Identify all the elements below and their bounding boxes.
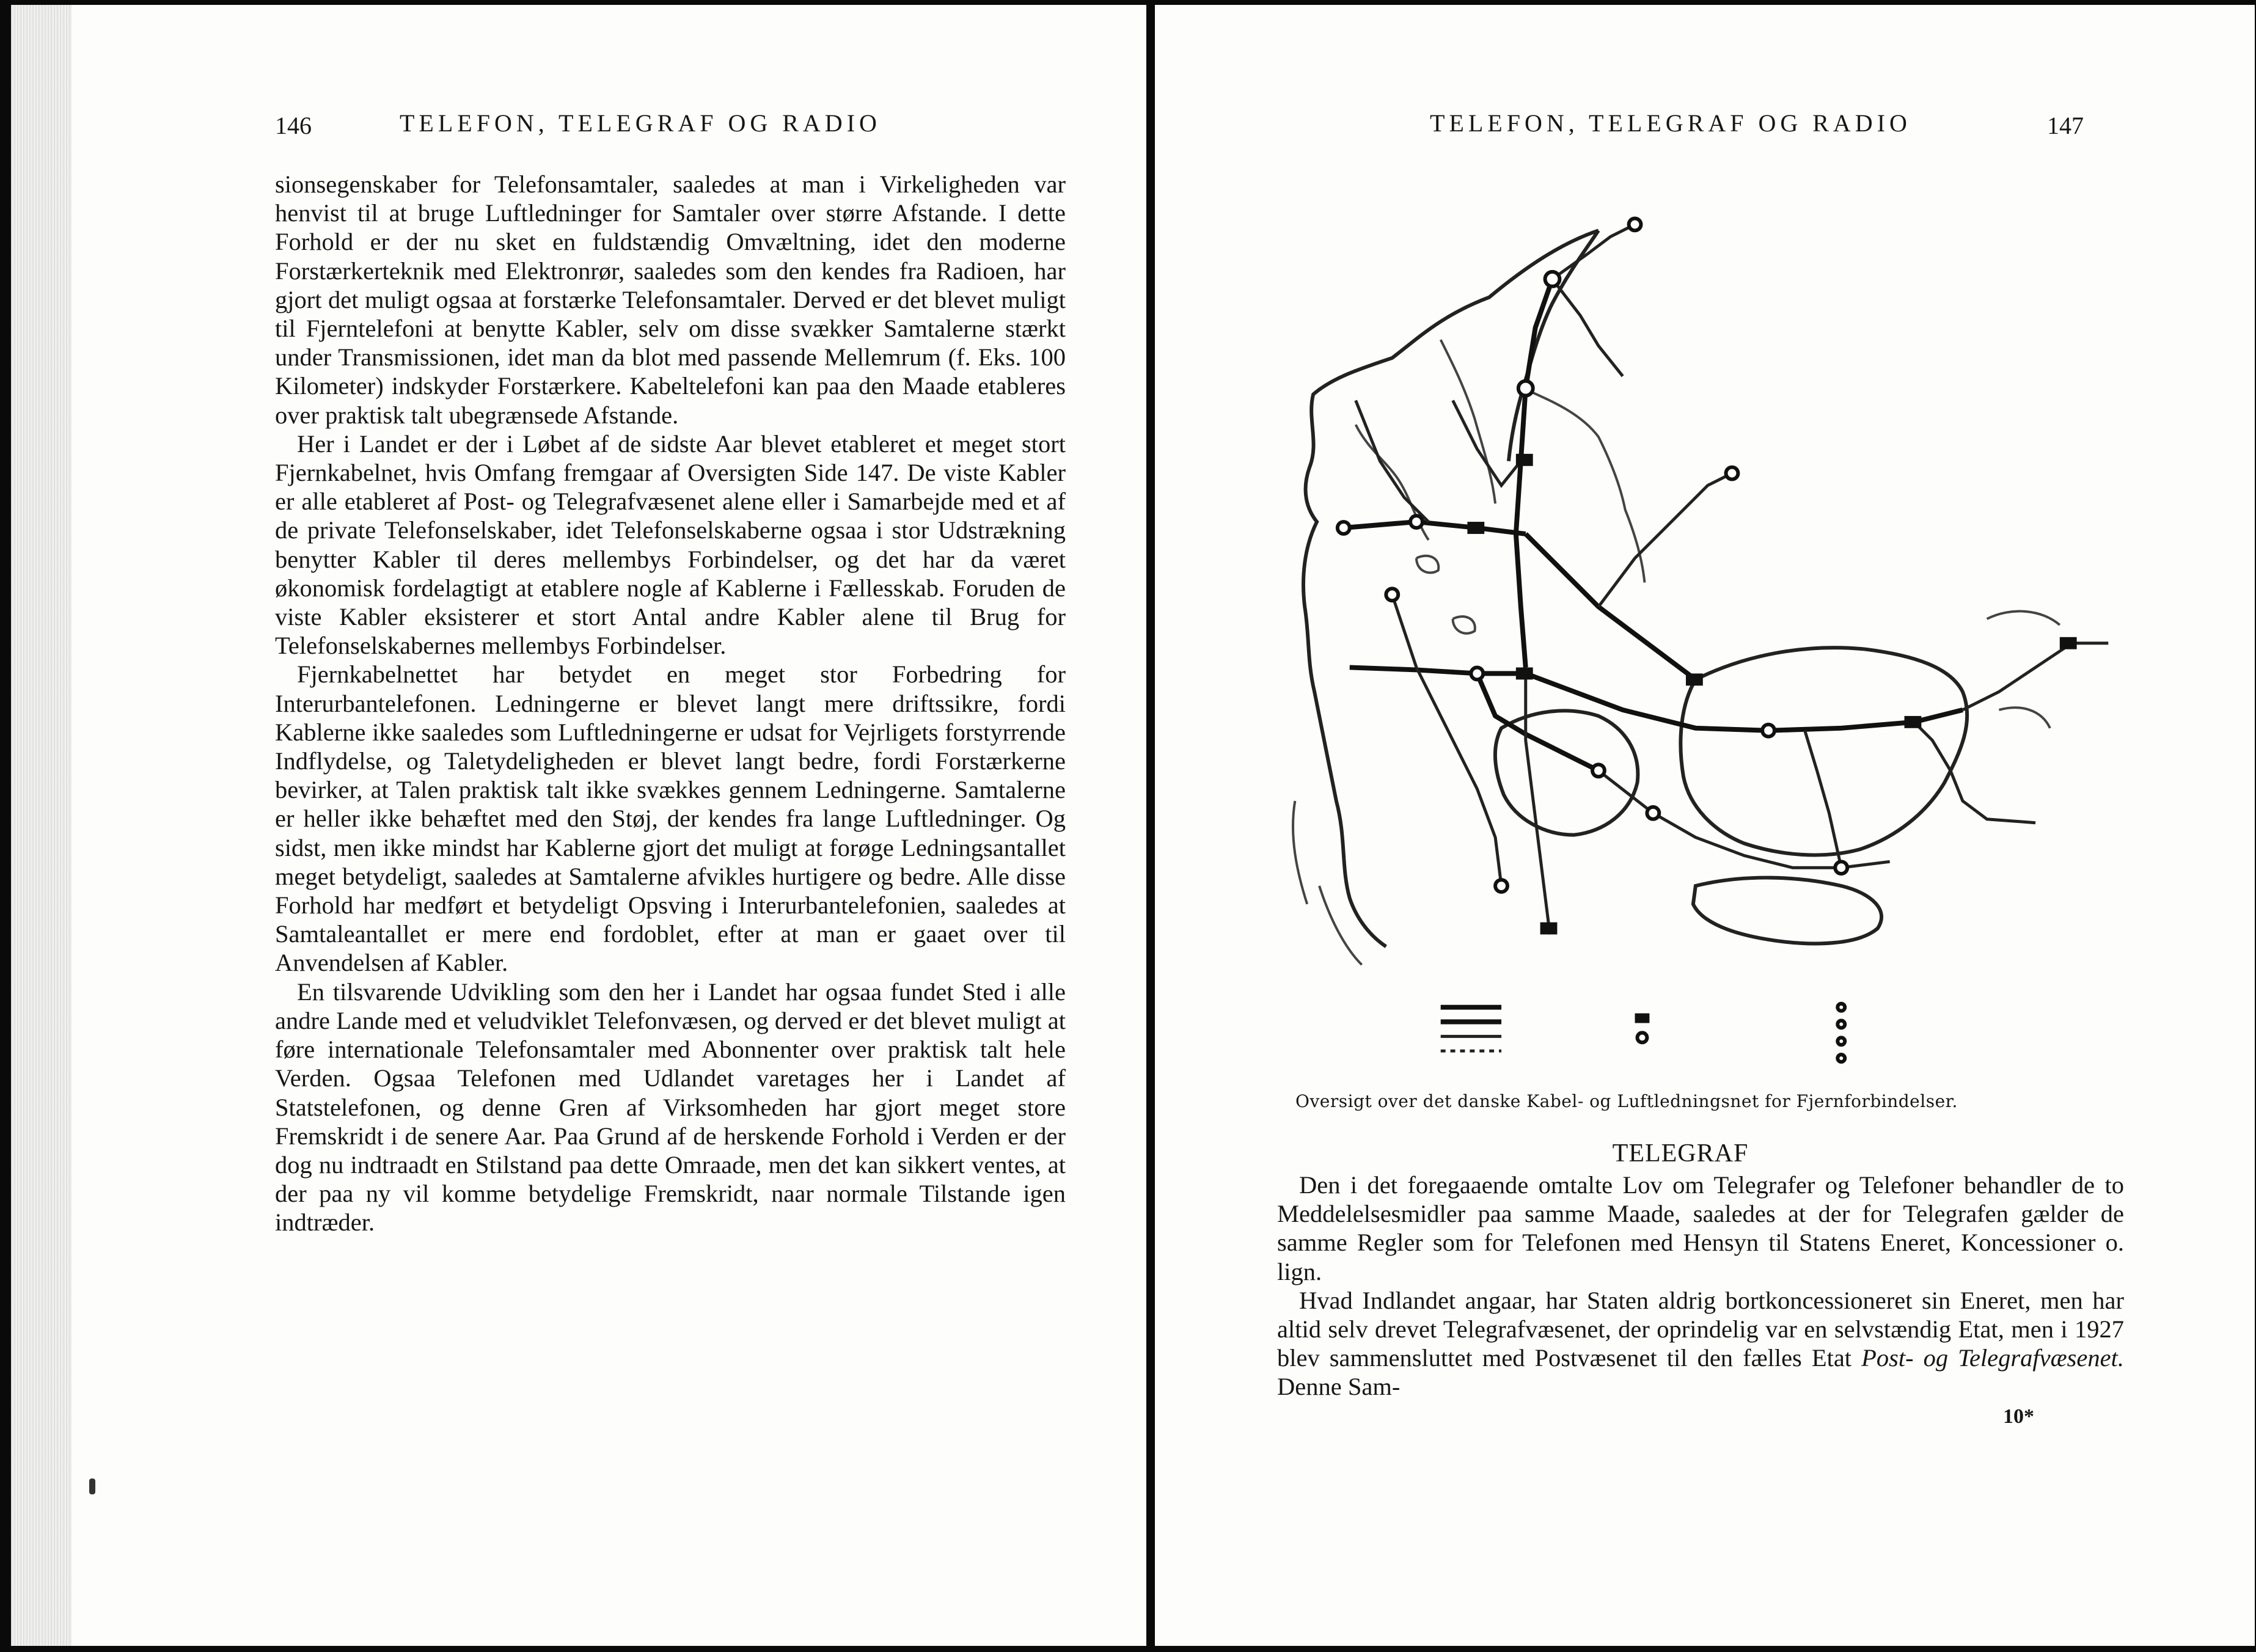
paragraph: Den i det foregaaende omtalte Lov om Telegrafer og Telefoner behandler de to Meddelelsesmidler paa samme Maade, saaledes at der for Telegrafen gælder de samme Regler som for Telefonen med Hensyn til Statens Eneret, Koncessioner o. lign. <box>1277 1171 2124 1285</box>
paragraph-with-italic <box>1277 1286 2124 1402</box>
section-title: TELEGRAF <box>1612 1139 1749 1168</box>
text-run: Hvad Indlandet angaar, har Staten aldrig bortkoncessioneret sin Eneret, men har altid selv drevet Telegrafvæsenet, der oprindelig var en selvstændig Etat, men i 1927 blev sammensluttet med Postvæsenet til den fælles Etat <box>1277 1286 2124 1372</box>
page-number: 147 <box>2047 112 2084 139</box>
binding-mark <box>89 1478 95 1494</box>
cable-network-map <box>1234 158 2133 1080</box>
right-page <box>1155 5 2255 1646</box>
left-page <box>11 5 1146 1646</box>
body-text <box>1277 1171 2124 1402</box>
paragraph: Her i Landet er der i Løbet af de sidste Aar blevet etableret et meget stort Fjernkabelnet, hvis Omfang fremgaar af Oversigten Side 147. De viste Kabler er alle etableret af Post- og Telegrafvæsenet alene eller i Samarbejde med et af de private Telefonselskaber, idet Telefonselskaberne ogsaa i stor Udstrækning benytter Kabler til deres mellembys Forbindelser, og det har da været økonomisk fordelagtigt at etablere nogle af Kablerne i Fællesskab. Foruden de viste Kabler eksisterer et stort Antal andre Kabler alene til Brug for Telefonselskabernes mellembys Forbindelser. <box>275 429 1066 660</box>
text-run: Denne Sam- <box>1277 1373 1401 1401</box>
signature-mark: 10* <box>2003 1405 2034 1428</box>
paragraph: En tilsvarende Udvikling som den her i Landet har ogsaa fundet Sted i alle andre Lande med et veludviklet Telefonvæsen, og derved er det blevet muligt at føre internationale Telefonsamtaler med Abonnenter over praktisk talt hele Verden. Ogsaa Telefonen med Udlandet varetages her i Landet af Statstelefonen, og denne Gren af Virksomheden har gjort meget store Fremskridt i de senere Aar. Paa Grund af de herskende Forhold i Verden er der dog nu indtraadt en Stilstand paa dette Omraade, men det kan sikkert ventes, at der paa ny vil komme betydelige Fremskridt, naar normale Tilstande igen indtræder. <box>275 978 1066 1237</box>
map-caption: Oversigt over det danske Kabel- og Luftledningsnet for Fjernforbindelser. <box>1295 1091 1958 1111</box>
paragraph: sionsegenskaber for Telefonsamtaler, saaledes at man i Virkeligheden var henvist til at bruge Luftledninger for Samtaler over større Afstande. I dette Forhold er der nu sket en fuldstændig Omvæltning, idet den moderne Forstærkerteknik med Elektronrør, saaledes som den kendes fra Radioen, har gjort det muligt ogsaa at forstærke Telefonsamtaler. Derved er det blevet muligt til Fjerntelefoni at benytte Kabler, selv om disse svækker Samtalerne stærkt under Transmissionen, idet man da blot med passende Mellemrum (f. Eks. 100 Kilometer) indskyder Forstærkere. Kabeltelefoni kan paa den Maade etableres over praktisk talt ubegrænsede Afstande. <box>275 170 1066 429</box>
map-legend <box>1441 1004 1845 1062</box>
denmark-map-svg <box>1234 158 2133 1080</box>
paragraph: Fjernkabelnettet har betydet en meget stor Forbedring for Interurbantelefonen. Ledningerne er blevet langt mere driftssikre, fordi Kablerne ikke saaledes som Luftledningerne er udsat for Vejrligets forstyrrende Indflydelse, og Taletydeligheden er blevet langt bedre, fordi Forstærkerne bevirker, at Talen praktisk talt ikke svækkes gennem Ledningerne. Samtalerne er heller ikke behæftet med den Støj, der kendes fra lange Luftledninger. Og sidst, men ikke mindst har Kablerne gjort det muligt at forøge Ledningsantallet meget betydeligt, saaledes at Samtalerne afvikles hurtigere og bedre. Alle disse Forhold har medført et betydeligt Opsving i Interurbantelefonien, saaledes at Samtaleantallet er mere end fordoblet, efter at man er gaaet over til Anvendelsen af Kabler. <box>275 660 1066 977</box>
page-number: 146 <box>275 112 312 139</box>
body-text <box>275 170 1066 1237</box>
running-head: TELEFON, TELEGRAF OG RADIO <box>400 109 881 137</box>
italic-run: Post- og Telegrafvæsenet. <box>1861 1344 2124 1372</box>
running-head: TELEFON, TELEGRAF OG RADIO <box>1430 109 1911 137</box>
page-edge-stack <box>11 5 72 1646</box>
